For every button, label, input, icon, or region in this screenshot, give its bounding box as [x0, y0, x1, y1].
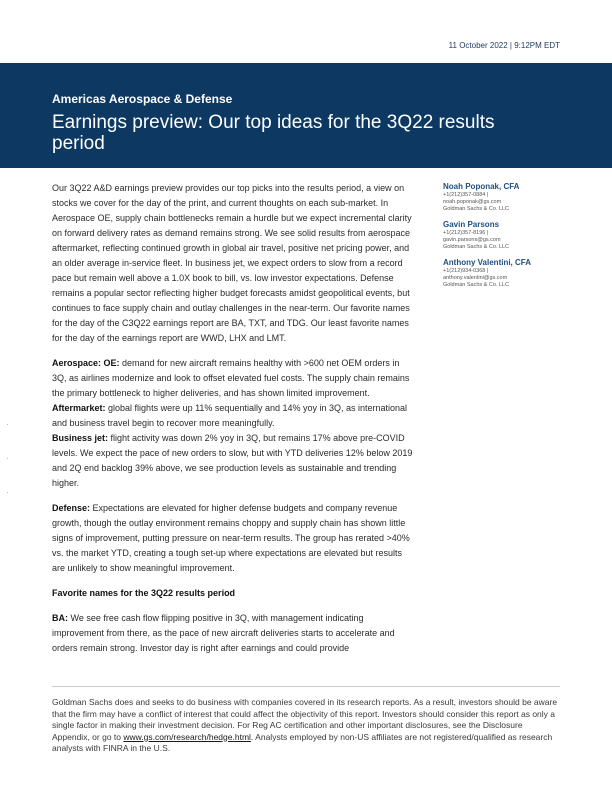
analyst-phone: +1(212)357-8196 |	[443, 230, 489, 236]
ba-paragraph	[52, 611, 414, 656]
analyst-card	[443, 220, 573, 251]
bizjet-label: Business jet:	[52, 433, 109, 443]
analyst-phone: +1(212)934-0368 |	[443, 268, 489, 274]
disclosure-link[interactable]: www.gs.com/research/hedge.html	[123, 731, 251, 742]
analyst-card	[443, 258, 573, 289]
defense-text: Expectations are elevated for higher defense budgets and company revenue growth, though the outlay environment remains choppy and supply chain has shown little signs of improvement, putting pressure on near-term results. The group has rerated >40% vs. the market YTD, creating a tough set-up where expectations are elevated but results are unlikely to show meaningful improvement.	[52, 503, 410, 573]
disclaimer	[52, 697, 562, 755]
analyst-phone: +1(212)357-0884 |	[443, 192, 489, 198]
disclaimer-text-end: . Analysts employed by non-US affiliates are not registered/qualified as research analysts with FINRA in the U.S.	[52, 731, 553, 753]
analyst-email[interactable]: gavin.parsons@gs.com	[443, 237, 501, 243]
margin-mark	[7, 424, 8, 425]
analyst-email[interactable]: noah.poponak@gs.com	[443, 199, 502, 205]
aftermarket-label: Aftermarket:	[52, 403, 106, 413]
title-banner	[0, 63, 612, 168]
ba-label: BA:	[52, 613, 68, 623]
analyst-firm: Goldman Sachs & Co. LLC	[443, 206, 510, 212]
margin-mark	[7, 492, 8, 493]
footer-divider	[52, 686, 560, 687]
defense-paragraph	[52, 501, 414, 576]
analyst-name: Gavin Parsons	[443, 220, 500, 229]
report-title: Earnings preview: Our top ideas for the 3Q22 results period	[52, 112, 495, 154]
analyst-firm: Goldman Sachs & Co. LLC	[443, 282, 510, 288]
report-datetime: 11 October 2022 | 9:12PM EDT	[448, 41, 560, 50]
report-body	[52, 181, 414, 666]
analyst-firm: Goldman Sachs & Co. LLC	[443, 244, 510, 250]
aerospace-oe-label: Aerospace: OE:	[52, 358, 120, 368]
disclaimer-text: Goldman Sachs does and seeks to do business with companies covered in its research reports. As a result, investors should be aware that the firm may have a conflict of interest that could affect the objectivity of this report. Investors should consider this report as only a single factor in making their investment decision. For Reg AC certification and other important disclosures, see the Disclosure Appendix, or go to	[52, 697, 558, 742]
sector-label: Americas Aerospace & Defense	[52, 92, 233, 106]
intro-paragraph: Our 3Q22 A&D earnings preview provides our top picks into the results period, a view on stocks we cover for the day of the print, and current thoughts on each sub-market. In Aerospace OE, supply chain bottlenecks remain a hurdle but we expect incremental clarity on forward delivery rates as demand remains strong. We see solid results from aerospace aftermarket, reflecting continued growth in global air travel, positive net pricing power, and an older average in-service fleet. In business jet, we expect orders to slow from a record pace but remain well above a 1.0X book to bill, vs. low investor expectations. Defense remains a popular sector reflecting higher budget forecasts amidst geopolitical events, but continues to face supply chain and outlay challenges in the near-term. Our favorite names for the day of the C3Q22 earnings report are BA, TXT, and TDG. Our least favorite names for the day of the earnings report are WWD, LHX and LMT.	[52, 183, 412, 343]
aftermarket-text: global flights were up 11% sequentially and 14% yoy in 3Q, as international and business travel begin to recover more meaningfully.	[52, 403, 408, 428]
analyst-name: Anthony Valentini, CFA	[443, 258, 532, 267]
analyst-email[interactable]: anthony.valentini@gs.com	[443, 275, 508, 281]
analyst-name: Noah Poponak, CFA	[443, 182, 520, 191]
bizjet-text: flight activity was down 2% yoy in 3Q, but remains 17% above pre-COVID levels. We expect the pace of new orders to slow, but with YTD deliveries 12% below 2019 and 2Q end backlog 39% above, we see production levels as sustainable and trending higher.	[52, 433, 413, 488]
analyst-card	[443, 182, 573, 213]
ba-text: We see free cash flow flipping positive in 3Q, with management indicating improvement from there, as the pace of new aircraft deliveries starts to accelerate and orders remain strong. Investor day is right after earnings and could provide	[52, 613, 395, 653]
defense-label: Defense:	[52, 503, 91, 513]
aerospace-oe-text: demand for new aircraft remains healthy with >600 net OEM orders in 3Q, as airlines modernize and look to offset elevated fuel costs. The supply chain remains the primary bottleneck to higher deliveries, and has shown limited improvement.	[52, 358, 410, 398]
margin-mark	[7, 458, 8, 459]
favorites-heading: Favorite names for the 3Q22 results period	[52, 588, 236, 598]
aerospace-paragraph	[52, 356, 414, 491]
analyst-list	[443, 182, 573, 296]
